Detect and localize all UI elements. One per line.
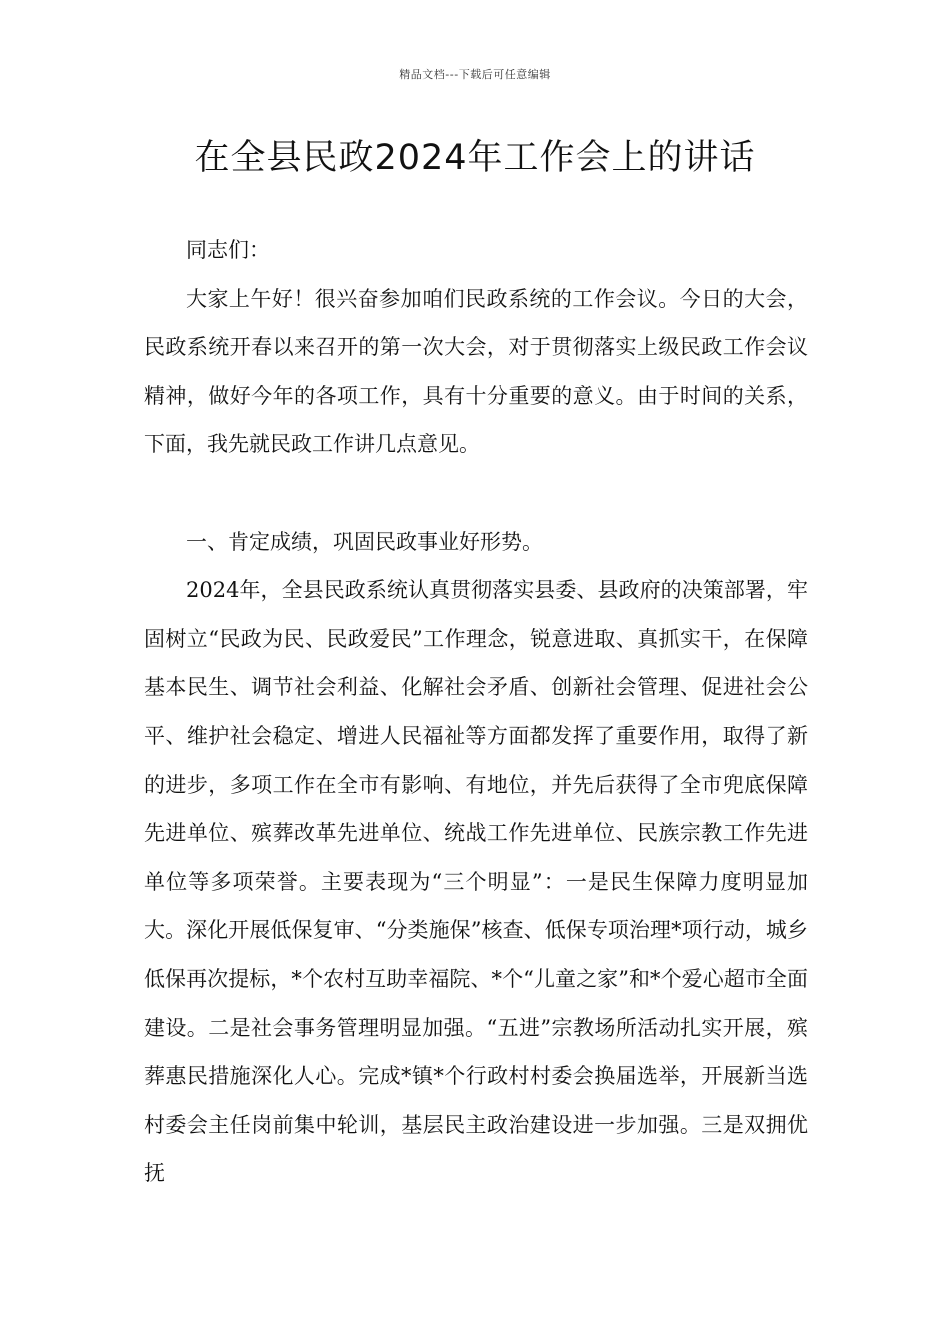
- section-heading-1: 一、肯定成绩，巩固民政事业好形势。: [186, 529, 543, 554]
- document-body: [144, 226, 808, 1198]
- greeting: 同志们：: [186, 238, 270, 262]
- page-header-watermark: 精品文档---下载后可任意编辑: [399, 68, 551, 81]
- paragraph-intro: 大家上午好！很兴奋参加咱们民政系统的工作会议。今日的大会，民政系统开春以来召开的第一次大会，对于贯彻落实上级民政工作会议精神，做好今年的各项工作，具有十分重要的意义。由于时间的关系，下面，我先就民政工作讲几点意见。: [144, 286, 808, 457]
- document-title: 在全县民政2024年工作会上的讲话: [194, 138, 756, 178]
- paragraph-achievements: 2024年，全县民政系统认真贯彻落实县委、县政府的决策部署，牢固树立“民政为民、民政爱民”工作理念，锐意进取、真抓实干，在保障基本民生、调节社会利益、化解社会矛盾、创新社会管理、促进社会公平、维护社会稳定、增进人民福祉等方面都发挥了重要作用，取得了新的进步，多项工作在全市有影响、有地位，并先后获得了全市兜底保障先进单位、殡葬改革先进单位、统战工作先进单位、民族宗教工作先进单位等多项荣誉。主要表现为“三个明显”：一是民生保障力度明显加大。深化开展低保复审、“分类施保”核查、低保专项治理*项行动，城乡低保再次提标，*个农村互助幸福院、*个“儿童之家”和*个爱心超市全面建设。二是社会事务管理明显加强。“五进”宗教场所活动扎实开展，殡葬惠民措施深化人心。完成*镇*个行政村村委会换届选举，开展新当选村委会主任岗前集中轮训，基层民主政治建设进一步加强。三是双拥优抚: [144, 578, 808, 1186]
